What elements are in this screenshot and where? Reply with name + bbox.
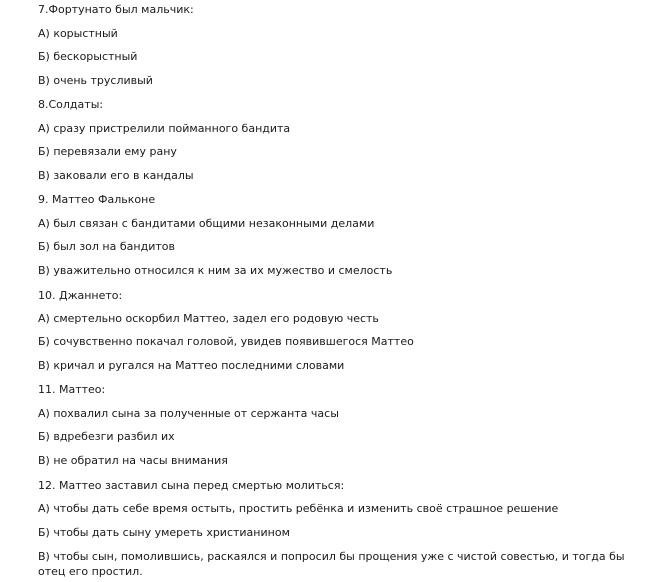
option-7a: А) корыстный	[38, 27, 118, 40]
option-7b: Б) бескорыстный	[38, 50, 138, 63]
option-11a: А) похвалил сына за полученные от сержанта часы	[38, 407, 339, 420]
option-12b: Б) чтобы дать сыну умереть христианином	[38, 526, 290, 539]
option-11b: Б) вдребезги разбил их	[38, 430, 175, 443]
option-10a: А) смертельно оскорбил Маттео, задел его родовую честь	[38, 312, 379, 325]
option-9a: А) был связан с бандитами общими незаконными делами	[38, 217, 375, 230]
option-9c: В) уважительно относился к ним за их мужество и смелость	[38, 264, 393, 277]
option-8a: А) сразу пристрелили пойманного бандита	[38, 122, 291, 135]
option-11c: В) не обратил на часы внимания	[38, 454, 228, 467]
question-7: 7.Фортунато был мальчик:	[38, 3, 194, 16]
question-12: 12. Маттео заставил сына перед смертью молиться:	[38, 479, 345, 492]
question-10: 10. Джаннето:	[38, 289, 123, 302]
option-10b: Б) сочувственно покачал головой, увидев появившегося Маттео	[38, 335, 414, 348]
option-8b: Б) перевязали ему рану	[38, 145, 177, 158]
option-12c: В) чтобы сын, помолившись, раскаялся и попросил бы прощения уже с чистой совестью, и тогда бы отец его простил.	[38, 550, 625, 578]
question-9: 9. Маттео Фальконе	[38, 193, 156, 206]
option-9b: Б) был зол на бандитов	[38, 240, 175, 253]
option-12a: А) чтобы дать себе время остыть, простить ребёнка и изменить своё страшное решение	[38, 502, 559, 515]
option-10c: В) кричал и ругался на Маттео последними словами	[38, 359, 345, 372]
question-8: 8.Солдаты:	[38, 98, 104, 111]
option-7c: В) очень трусливый	[38, 74, 153, 87]
question-11: 11. Маттео:	[38, 383, 106, 396]
option-8c: В) заковали его в кандалы	[38, 169, 194, 182]
